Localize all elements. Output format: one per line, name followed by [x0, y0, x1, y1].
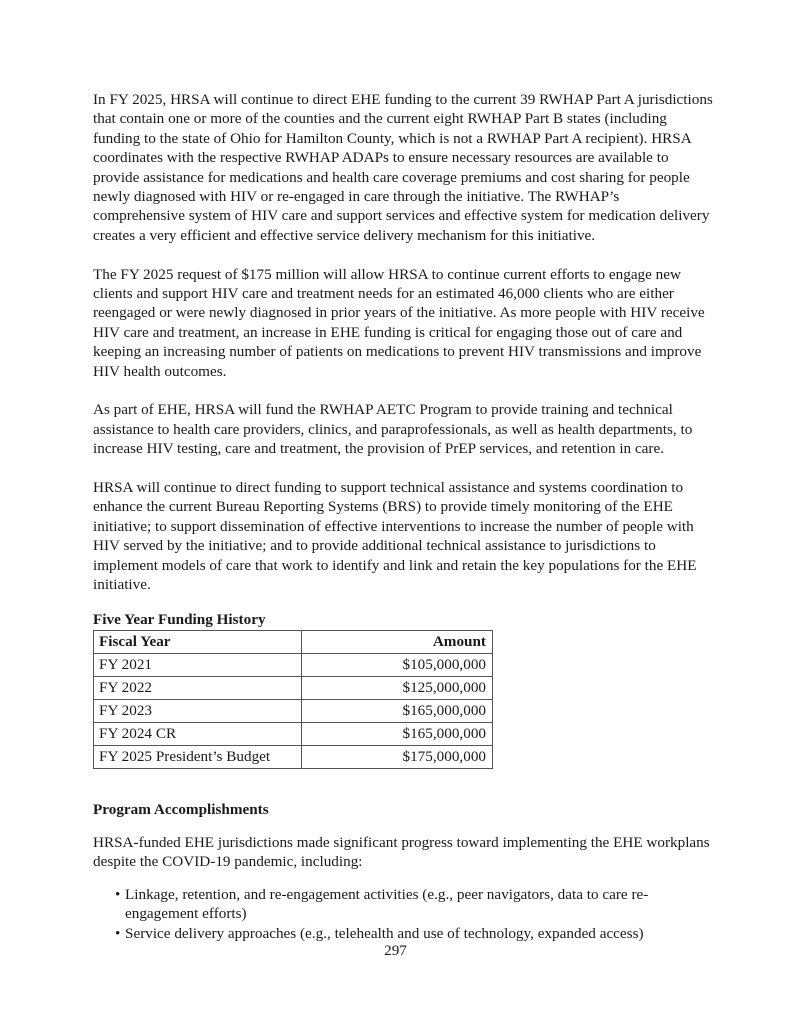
accomplishments-list [93, 885, 713, 943]
cell-amount: $175,000,000 [302, 745, 493, 768]
section-heading-program-accomplishments: Program Accomplishments [93, 800, 269, 818]
paragraph-technical-assistance: HRSA will continue to direct funding to support technical assistance and systems coordination to enhance the current Bureau Reporting Systems (BRS) to provide timely monitoring of the EHE initiative; to support dissemination of effective interventions to increase the number of people with HIV served by the initiative; and to provide additional technical assistance to jurisdictions to implement models of care that work to identify and link and retain the key populations for the EHE initiative. [93, 479, 697, 594]
cell-fiscal-year: FY 2024 CR [94, 722, 302, 745]
table-row [94, 745, 493, 768]
cell-fiscal-year: FY 2023 [94, 699, 302, 722]
page-number: 297 [384, 942, 407, 959]
funding-table-title: Five Year Funding History [93, 610, 266, 628]
paragraph-ehe-funding-direction: In FY 2025, HRSA will continue to direct EHE funding to the current 39 RWHAP Part A jurisdictions that contain one or more of the counties and the current eight RWHAP Part B states (including funding to the state of Ohio for Hamilton County, which is not a RWHAP Part A recipient). HRSA coordinates with the respective RWHAP ADAPs to ensure necessary resources are available to provide assistance for medications and health care coverage premiums and cost sharing for people newly diagnosed with HIV or re-engaged in care through the initiative. The RWHAP’s comprehensive system of HIV care and support services and effective system for medication delivery creates a very efficient and effective service delivery mechanism for this initiative. [93, 91, 713, 244]
table-header-row [94, 630, 493, 653]
bullet-icon: • [115, 885, 121, 903]
cell-amount: $165,000,000 [302, 699, 493, 722]
document-page [93, 90, 713, 943]
list-item-text: Linkage, retention, and re-engagement activities (e.g., peer navigators, data to care re-engagement efforts) [125, 885, 649, 923]
cell-amount: $165,000,000 [302, 722, 493, 745]
header-fiscal-year: Fiscal Year [94, 630, 302, 653]
cell-fiscal-year: FY 2025 President’s Budget [94, 745, 302, 768]
cell-amount: $125,000,000 [302, 676, 493, 699]
funding-history-table [93, 630, 493, 769]
table-row [94, 722, 493, 745]
list-item [93, 885, 713, 924]
table-row [94, 653, 493, 676]
cell-fiscal-year: FY 2022 [94, 676, 302, 699]
accomplishments-intro: HRSA-funded EHE jurisdictions made significant progress toward implementing the EHE workplans despite the COVID-19 pandemic, including: [93, 833, 710, 871]
table-row [94, 676, 493, 699]
table-row [94, 699, 493, 722]
header-amount: Amount [302, 630, 493, 653]
paragraph-fy2025-request: The FY 2025 request of $175 million will allow HRSA to continue current efforts to engage new clients and support HIV care and treatment needs for an estimated 46,000 clients who are either reengaged or were newly diagnosed in prior years of the initiative. As more people with HIV receive HIV care and treatment, an increase in EHE funding is critical for engaging those out of care and keeping an increasing number of patients on medications to prevent HIV transmissions and improve HIV health outcomes. [93, 265, 705, 380]
bullet-icon: • [115, 924, 121, 942]
paragraph-aetc-program: As part of EHE, HRSA will fund the RWHAP AETC Program to provide training and technical assistance to health care providers, clinics, and paraprofessionals, as well as health departments, to increase HIV testing, care and treatment, the provision of PrEP services, and retention in care. [93, 401, 693, 458]
cell-amount: $105,000,000 [302, 653, 493, 676]
cell-fiscal-year: FY 2021 [94, 653, 302, 676]
list-item-text: Service delivery approaches (e.g., telehealth and use of technology, expanded access) [125, 924, 644, 942]
